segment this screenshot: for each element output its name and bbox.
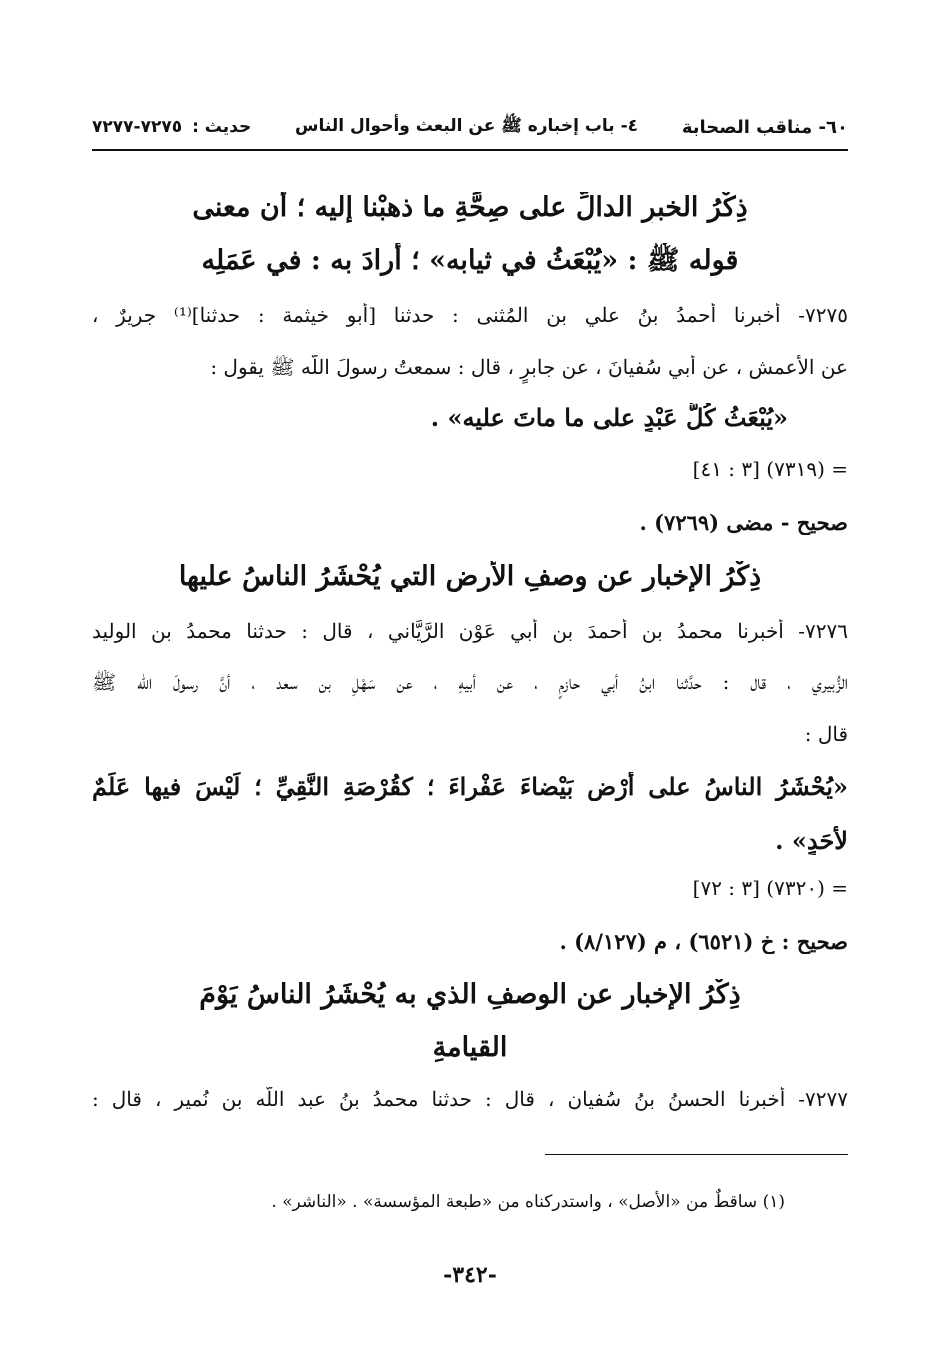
cross-reference: = (٧٣٢٠) [٣ : ٧٢] — [692, 876, 848, 900]
header-book-section: ٦٠- مناقب الصحابة — [681, 116, 848, 138]
section-heading: القيامةِ — [432, 1032, 508, 1063]
hadith-isnad-line: ٧٢٧٥- أخبرنا أحمدُ بنُ علي بن المُثنى : حدثنا [أبو خيثمة : حدثنا]⁽¹⁾ جريرٌ ، — [92, 303, 848, 327]
cross-reference: = (٧٣١٩) [٣ : ٤١] — [692, 457, 848, 481]
hadith-matn: «يُحْشَرُ الناسُ على أَرْضٍ بَيْضاءَ عَفْراءَ ؛ كقُرْصَةِ النَّقِيِّ ؛ لَيْسَ فيها عَلَمٌ — [92, 772, 848, 801]
section-heading: ذِكْرُ الإخبارِ عن الوصفِ الذي به يُحْشَرُ الناسُ يَوْمَ — [199, 979, 741, 1010]
hadith-isnad-line: قال : — [804, 722, 848, 746]
section-heading: ذِكْرُ الخبرِ الدالِّ على صِحَّةِ ما ذهبْنا إليه ؛ أن معنى — [192, 192, 748, 223]
hadith-isnad-line: ٧٢٧٧- أخبرنا الحسنُ بنُ سُفيان ، قال : حدثنا محمدُ بنُ عبد اللّه بن نُمير ، قال : — [92, 1087, 848, 1111]
hadith-matn: «يُبْعَثُ كُلُّ عَبْدٍ على ما ماتَ عليه» . — [430, 403, 788, 432]
footnote: (١) ساقطٌ من «الأصل» ، واستدركناه من «طبعة المؤسسة» . «الناشر» . — [271, 1192, 785, 1212]
header-hadith-range — [92, 117, 251, 137]
section-heading: ذِكْرُ الإخبارِ عن وصفِ الأرضِ التي يُحْشَرُ الناسُ عليها — [178, 561, 762, 592]
page-number: -٣٤٢- — [443, 1262, 497, 1288]
footnote-divider — [545, 1154, 848, 1155]
section-heading: قوله ﷺ : «يُبْعَثُ في ثيابه» ؛ أرادَ به : في عَمَلِه — [201, 245, 739, 276]
header-divider — [92, 149, 848, 151]
hadith-isnad-line: الزُّبيري ، قال : حدَّثنا ابنُ أبي حازمٍ ، عن أبيهِ ، عن سَهْلِ بن سعد ، أنَّ رسولَ اللّه ﷺ — [92, 670, 848, 694]
hadith-isnad-line: ٧٢٧٦- أخبرنا محمدُ بن أحمدَ بن أبي عَوْن الرَّيَّاني ، قال : حدثنا محمدُ بن الوليد — [92, 619, 848, 643]
hadith-isnad-line: عن الأعمش ، عن أبي سُفيانَ ، عن جابرٍ ، قال : سمعتُ رسولَ اللّه ﷺ يقول : — [210, 355, 848, 379]
header-chapter-title: ٤- باب إخباره ﷺ عن البعث وأحوال الناس — [295, 115, 639, 136]
hadith-grade: صحيح : خ (٦٥٢١) ، م (٨/١٢٧) . — [559, 929, 848, 954]
header-hadith-label: حديث : — [192, 117, 252, 137]
running-header — [92, 110, 848, 144]
header-hadith-numbers: ٧٢٧٥-٧٢٧٧ — [92, 117, 183, 137]
hadith-matn: لأَحَدٍ» . — [775, 826, 848, 855]
hadith-grade: صحيح - مضى (٧٢٦٩) . — [639, 510, 848, 535]
